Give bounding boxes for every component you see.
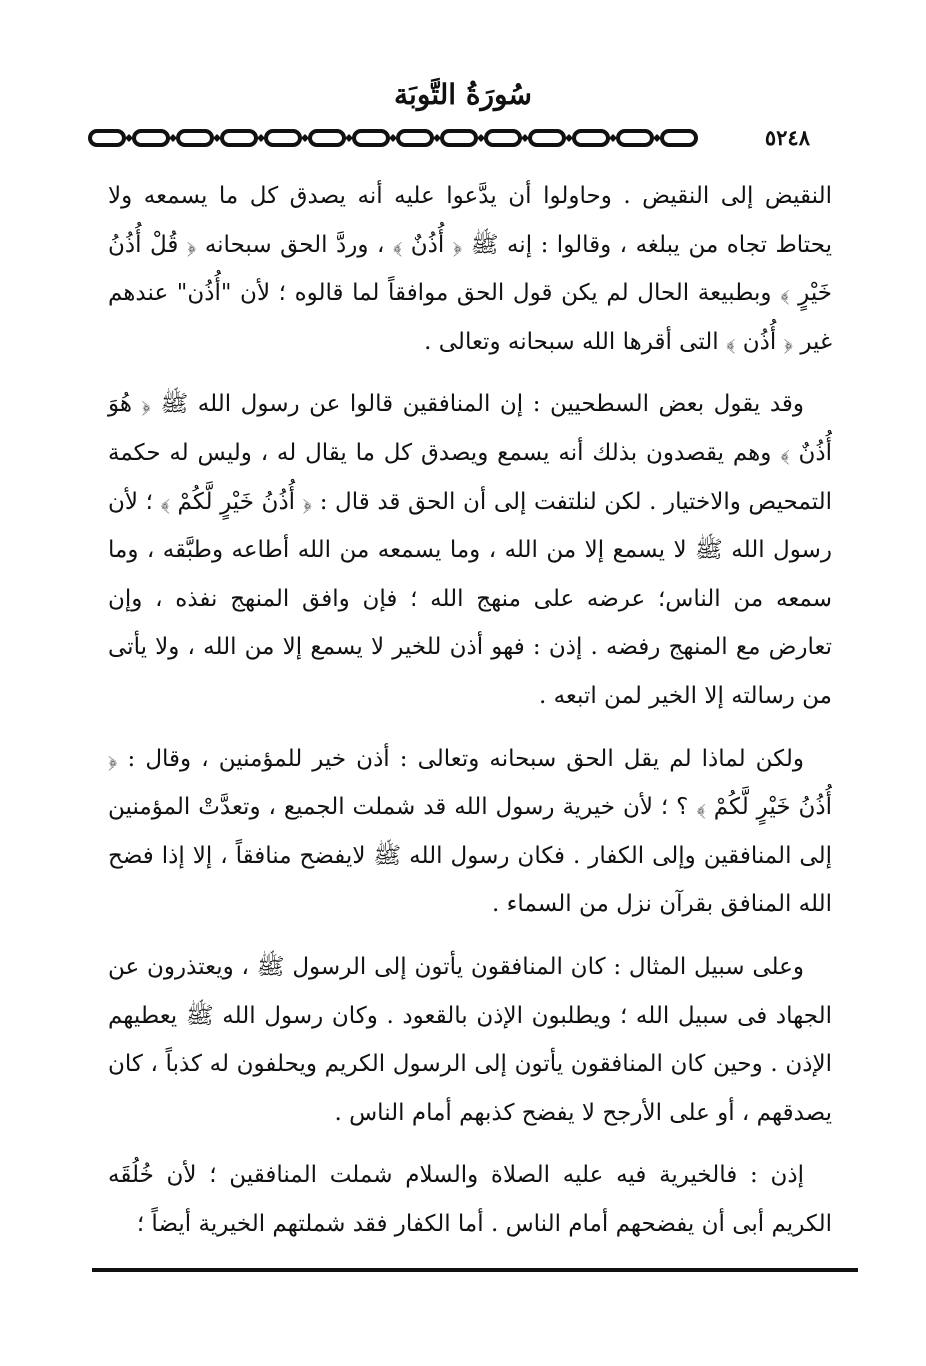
- chain-link: [398, 131, 432, 145]
- chain-link: [618, 131, 652, 145]
- paragraph: وعلى سبيل المثال : كان المنافقون يأتون إلى الرسول ﷺ ، ويعتذرون عن الجهاد فى سبيل الله ؛ ويطلبون الإذن بالقعود . وكان رسول الله ﷺ يعطيهم الإذن . وحين كان المنافقون يأتون إلى الرسول الكريم ويحلفون له كذباً ، كان يصدقهم ، أو على الأرجح لا يفضح كذبهم أمام الناس .: [108, 953, 832, 1126]
- chain-diamond: [213, 134, 221, 142]
- chain-diamond: [609, 134, 617, 142]
- chain-diamond: [521, 134, 529, 142]
- chain-link: [310, 131, 344, 145]
- page-number: ٥٢٤٨: [761, 124, 814, 152]
- chain-diamond: [125, 134, 133, 142]
- chain-link: [662, 131, 696, 145]
- chain-diamond: [477, 134, 485, 142]
- chain-link: [178, 131, 212, 145]
- chain-link: [354, 131, 388, 145]
- chain-link: [90, 131, 124, 145]
- chain-diamond: [345, 134, 353, 142]
- chain-diamond: [169, 134, 177, 142]
- chain-diamond: [653, 134, 661, 142]
- chain-link: [442, 131, 476, 145]
- chain-diamond: [433, 134, 441, 142]
- chain-diamond: [389, 134, 397, 142]
- paragraph: وقد يقول بعض السطحيين : إن المنافقين قالوا عن رسول الله ﷺ ﴿ هُوَ أُذُنٌ ﴾ وهم يقصدون بذلك أنه يسمع ويصدق كل ما يقال له ، وليس له حكمة التمحيص والاختيار . لكن لنلتفت إلى أن الحق قد قال : ﴿ أُذُنُ خَيْرٍ لَّكُمْ ﴾ ؛ لأن رسول الله ﷺ لا يسمع إلا من الله ، وما يسمعه من الله أطاعه وطبَّقه ، وما سمعه من الناس؛ عرضه على منهج الله ؛ فإن وافق المنهج نفذه ، وإن تعارض مع المنهج رفضه . إذن : فهو أذن للخير لا يسمع إلا من الله ، ولا يأتى من رسالته إلا الخير لمن اتبعه .: [108, 391, 832, 709]
- paragraph: إذن : فالخيرية فيه عليه الصلاة والسلام شملت المنافقين ؛ لأن خُلُقَه الكريم أبى أن يفضحهم أمام الناس . أما الكفار فقد شملتهم الخيرية أيضاً ؛: [108, 1162, 832, 1237]
- surah-title: سُورَةُ التَّوبَة: [394, 78, 532, 111]
- chain-ornament: [84, 124, 858, 152]
- chain-diamond: [257, 134, 265, 142]
- chain-diamond: [301, 134, 309, 142]
- paragraph: ولكن لماذا لم يقل الحق سبحانه وتعالى : أذن خير للمؤمنين ، وقال : ﴿ أُذُنُ خَيْرٍ لَّكُمْ ﴾ ؟ ؛ لأن خيرية رسول الله قد شملت الجميع ، وتعدَّتْ المؤمنين إلى المنافقين وإلى الكفار . فكان رسول الله ﷺ لايفضح منافقاً ، إلا إذا فضح الله المنافق بقرآن نزل من السماء .: [108, 745, 832, 918]
- header-ornament-row: [84, 124, 858, 152]
- chain-link: [486, 131, 520, 145]
- footer-rule: [92, 1268, 858, 1272]
- chain-link: [134, 131, 168, 145]
- chain-link: [222, 131, 256, 145]
- body-text: [108, 172, 832, 1248]
- paragraph: النقيض إلى النقيض . وحاولوا أن يدَّعوا عليه أنه يصدق كل ما يسمعه ولا يحتاط تجاه من يبلغه ، وقالوا : إنه ﷺ ﴿ أُذُنٌ ﴾ ، وردَّ الحق سبحانه ﴿ قُلْ أُذُنُ خَيْرٍ ﴾ وبطبيعة الحال لم يكن قول الحق موافقاً لما قالوه ؛ لأن "أُذُن" عندهم غير ﴿ أُذُن ﴾ التى أقرها الله سبحانه وتعالى .: [108, 183, 832, 355]
- chain-link: [574, 131, 608, 145]
- chain-diamond: [565, 134, 573, 142]
- chain-link: [266, 131, 300, 145]
- chain-link: [530, 131, 564, 145]
